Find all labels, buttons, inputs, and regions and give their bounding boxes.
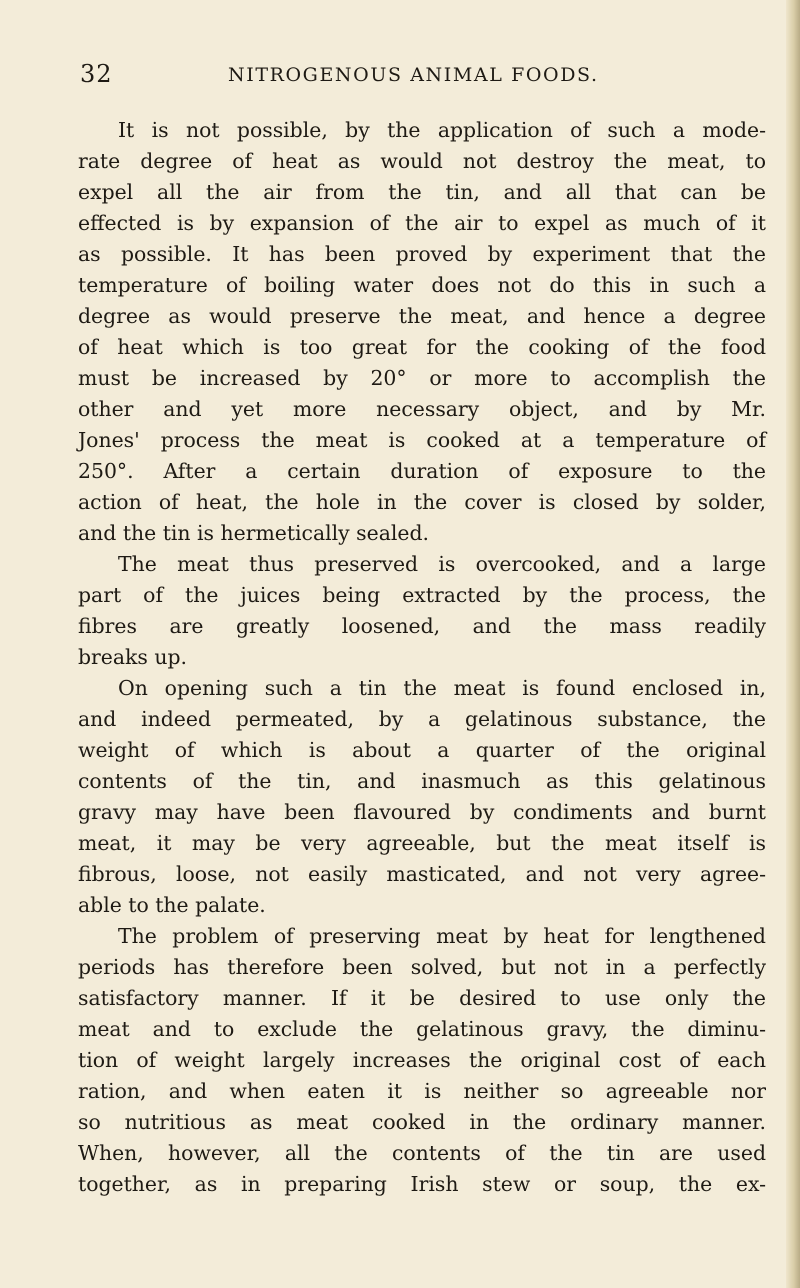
text-line: part of the juices being extracted by the process, the: [78, 583, 766, 607]
text-line: 250°. After a certain duration of exposure to the: [78, 459, 766, 483]
text-line: degree as would preserve the meat, and hence a degree: [78, 304, 766, 328]
page-number: 32: [80, 60, 113, 88]
text-line: contents of the tin, and inasmuch as this gelatinous: [78, 769, 766, 793]
text-line: breaks up.: [78, 645, 187, 669]
text-line: effected is by expansion of the air to expel as much of it: [78, 211, 766, 235]
text-line: fibres are greatly loosened, and the mass readily: [78, 614, 766, 638]
text-line: meat, it may be very agreeable, but the meat itself is: [78, 831, 766, 855]
page-edge: [786, 0, 800, 1288]
text-line: and indeed permeated, by a gelatinous substance, the: [78, 707, 766, 731]
text-line: ration, and when eaten it is neither so agreeable nor: [78, 1079, 766, 1103]
text-line: It is not possible, by the application of such a mode-: [118, 118, 766, 142]
running-title: NITROGENOUS ANIMAL FOODS.: [228, 64, 599, 86]
text-line: periods has therefore been solved, but not in a perfectly: [78, 955, 766, 979]
text-line: together, as in preparing Irish stew or soup, the ex-: [78, 1172, 766, 1196]
text-line: so nutritious as meat cooked in the ordinary manner.: [78, 1110, 766, 1134]
text-line: fibrous, loose, not easily masticated, and not very agree-: [78, 862, 766, 886]
text-line: On opening such a tin the meat is found enclosed in,: [118, 676, 766, 700]
text-line: rate degree of heat as would not destroy the meat, to: [78, 149, 766, 173]
text-line: other and yet more necessary object, and by Mr.: [78, 397, 766, 421]
text-line: as possible. It has been proved by experiment that the: [78, 242, 766, 266]
text-line: of heat which is too great for the cooking of the food: [78, 335, 766, 359]
text-line: weight of which is about a quarter of the original: [78, 738, 766, 762]
text-line: Jones' process the meat is cooked at a temperature of: [78, 428, 766, 452]
text-line: expel all the air from the tin, and all that can be: [78, 180, 766, 204]
text-line: action of heat, the hole in the cover is closed by solder,: [78, 490, 766, 514]
text-line: and the tin is hermetically sealed.: [78, 521, 429, 545]
text-line: When, however, all the contents of the tin are used: [78, 1141, 766, 1165]
text-line: tion of weight largely increases the original cost of each: [78, 1048, 766, 1072]
text-line: temperature of boiling water does not do this in such a: [78, 273, 766, 297]
page-header: [80, 60, 760, 96]
text-line: able to the palate.: [78, 893, 266, 917]
text-line: satisfactory manner. If it be desired to use only the: [78, 986, 766, 1010]
body-text: [78, 115, 766, 1200]
text-line: gravy may have been flavoured by condiments and burnt: [78, 800, 766, 824]
text-line: must be increased by 20° or more to accomplish the: [78, 366, 766, 390]
text-line: The problem of preserving meat by heat for lengthened: [118, 924, 766, 948]
text-line: meat and to exclude the gelatinous gravy, the diminu-: [78, 1017, 766, 1041]
text-line: The meat thus preserved is overcooked, and a large: [118, 552, 766, 576]
